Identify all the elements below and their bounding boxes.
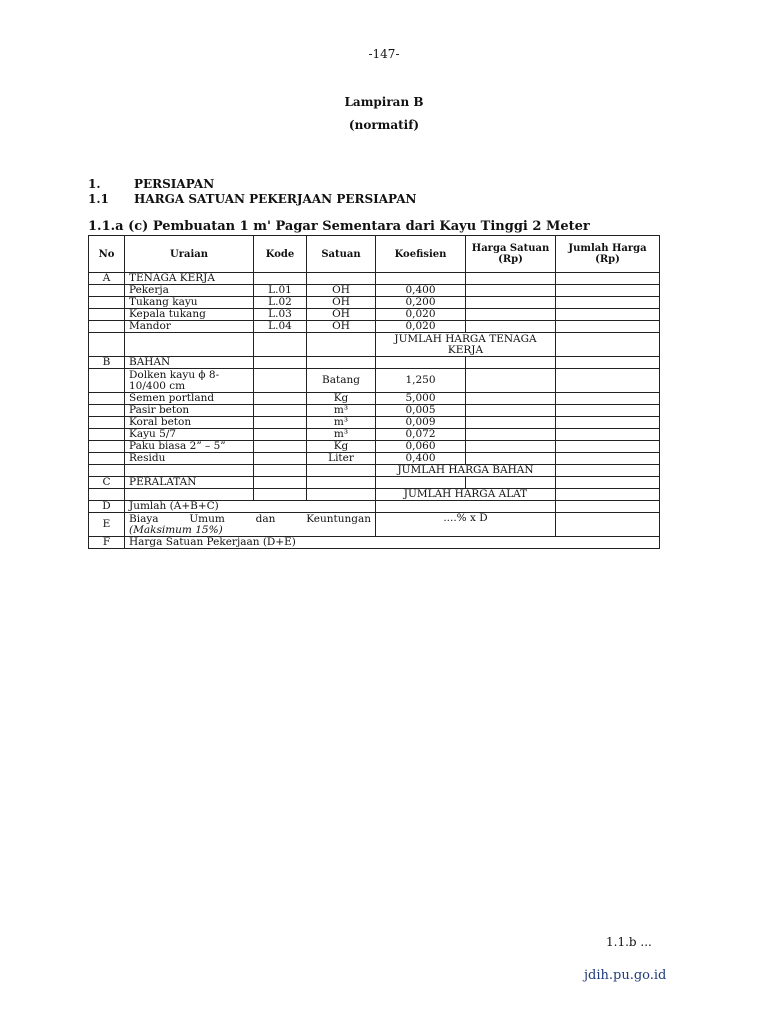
cell-satuan: Batang	[307, 369, 376, 393]
group-label: PERALATAN	[125, 477, 254, 489]
row-f	[89, 537, 660, 549]
cell-satuan: m³	[307, 429, 376, 441]
cell-uraian: Semen portland	[125, 393, 254, 405]
appendix-title: Lampiran B	[344, 95, 424, 109]
cell-uraian: Residu	[125, 453, 254, 465]
subsection-number: 1.1	[88, 192, 109, 206]
cell-satuan: m³	[307, 417, 376, 429]
cell-kode	[254, 441, 307, 453]
cell-no	[89, 429, 125, 441]
price-analysis-table	[88, 235, 660, 549]
table-row	[89, 285, 660, 297]
cell-jumlah	[556, 393, 660, 405]
cell-koefisien: 0,005	[376, 405, 466, 417]
table-row	[89, 441, 660, 453]
cell-no	[89, 285, 125, 297]
cell-satuan: Liter	[307, 453, 376, 465]
cell-koefisien: 0,020	[376, 321, 466, 333]
total-label: JUMLAH HARGA ALAT	[376, 489, 556, 501]
cell-kode: L.04	[254, 321, 307, 333]
table-row	[89, 393, 660, 405]
cell-uraian: Pasir beton	[125, 405, 254, 417]
cell-harga	[466, 405, 556, 417]
next-page-ref: 1.1.b ...	[606, 935, 652, 949]
cell-kode	[254, 405, 307, 417]
cell-harga	[466, 309, 556, 321]
cell-uraian: Kayu 5/7	[125, 429, 254, 441]
table-row	[89, 453, 660, 465]
bahan-rows	[89, 393, 660, 465]
total-label: JUMLAH HARGA BAHAN	[376, 465, 556, 477]
cell-koefisien: 0,060	[376, 441, 466, 453]
subsection-heading	[88, 192, 417, 206]
cell-kode: L.03	[254, 309, 307, 321]
section-title: PERSIAPAN	[134, 177, 215, 191]
cell-uraian: Koral beton	[125, 417, 254, 429]
header-koefisien: Koefisien	[376, 236, 466, 273]
cell-uraian: Pekerja	[125, 285, 254, 297]
appendix-subtitle: (normatif)	[348, 118, 420, 132]
table-row	[89, 309, 660, 321]
header-uraian: Uraian	[125, 236, 254, 273]
cell-jumlah	[556, 441, 660, 453]
row-label: Jumlah (A+B+C)	[125, 501, 376, 513]
cell-uraian: Tukang kayu	[125, 297, 254, 309]
total-label: JUMLAH HARGA TENAGA KERJA	[376, 333, 556, 357]
total-alat-row	[89, 489, 660, 501]
table-row	[89, 429, 660, 441]
cell-jumlah	[556, 309, 660, 321]
cell-kode	[254, 417, 307, 429]
cell-satuan: OH	[307, 297, 376, 309]
cell-koefisien: 0,072	[376, 429, 466, 441]
cell-satuan: OH	[307, 285, 376, 297]
cell-harga	[466, 393, 556, 405]
cell-kode: L.01	[254, 285, 307, 297]
group-label: TENAGA KERJA	[125, 273, 254, 285]
cell-uraian: Paku biasa 2” – 5”	[125, 441, 254, 453]
total-tenaga-row	[89, 333, 660, 357]
row-e	[89, 513, 660, 537]
table-row	[89, 321, 660, 333]
cell-no	[89, 309, 125, 321]
cell-satuan: m³	[307, 405, 376, 417]
table-header-row	[89, 236, 660, 273]
cell-koefisien: 0,400	[376, 453, 466, 465]
cell-jumlah	[556, 429, 660, 441]
group-label: BAHAN	[125, 357, 254, 369]
cell-no	[89, 321, 125, 333]
cell-uraian: Kepala tukang	[125, 309, 254, 321]
cell-koefisien: 1,250	[376, 369, 466, 393]
header-satuan: Satuan	[307, 236, 376, 273]
cell-jumlah	[556, 285, 660, 297]
row-e-words: Biaya Umum dan Keuntungan	[129, 512, 371, 525]
row-no: E	[89, 513, 125, 537]
section-number: 1.	[88, 177, 101, 191]
row-e-note: (Maksimum 15%)	[129, 523, 223, 536]
table-row	[89, 417, 660, 429]
cell-uraian: Dolken kayu ϕ 8-10/400 cm	[125, 369, 254, 393]
cell-kode	[254, 453, 307, 465]
cell-kode	[254, 429, 307, 441]
cell-jumlah	[556, 297, 660, 309]
table-row	[89, 369, 660, 393]
header-jumlah-harga: Jumlah Harga (Rp)	[556, 236, 660, 273]
website-link[interactable]: jdih.pu.go.id	[584, 968, 667, 983]
cell-koefisien: 5,000	[376, 393, 466, 405]
cell-jumlah	[556, 417, 660, 429]
group-no: A	[89, 273, 125, 285]
header-kode: Kode	[254, 236, 307, 273]
cell-no	[89, 417, 125, 429]
cell-satuan: Kg	[307, 393, 376, 405]
cell-harga	[466, 441, 556, 453]
header-no: No	[89, 236, 125, 273]
cell-jumlah	[556, 453, 660, 465]
cell-jumlah	[556, 321, 660, 333]
group-a-row	[89, 273, 660, 285]
cell-satuan: Kg	[307, 441, 376, 453]
cell-koefisien: 0,400	[376, 285, 466, 297]
tenaga-rows	[89, 285, 660, 333]
cell-harga	[466, 429, 556, 441]
group-c-row	[89, 477, 660, 489]
cell-koefisien: 0,020	[376, 309, 466, 321]
cell-harga	[466, 297, 556, 309]
table-row	[89, 297, 660, 309]
cell-kode: L.02	[254, 297, 307, 309]
total-bahan-row	[89, 465, 660, 477]
cell-kode	[254, 393, 307, 405]
cell-satuan: OH	[307, 321, 376, 333]
cell-koefisien: 0,009	[376, 417, 466, 429]
table-row	[89, 405, 660, 417]
row-label	[125, 513, 376, 537]
row-no: D	[89, 501, 125, 513]
subsection-title: HARGA SATUAN PEKERJAAN PERSIAPAN	[134, 192, 417, 206]
cell-no	[89, 393, 125, 405]
cell-harga	[466, 417, 556, 429]
group-no: C	[89, 477, 125, 489]
cell-no	[89, 297, 125, 309]
cell-harga	[466, 453, 556, 465]
row-no: F	[89, 537, 125, 549]
cell-no	[89, 441, 125, 453]
group-b-row	[89, 357, 660, 369]
cell-no	[89, 405, 125, 417]
page-number: -147-	[368, 47, 400, 61]
item-title: 1.1.a (c) Pembuatan 1 m' Pagar Sementara dari Kayu Tinggi 2 Meter	[88, 219, 590, 234]
row-formula: ....% x D	[376, 513, 556, 537]
row-label: Harga Satuan Pekerjaan (D+E)	[125, 537, 660, 549]
cell-no	[89, 453, 125, 465]
cell-harga	[466, 285, 556, 297]
cell-uraian: Mandor	[125, 321, 254, 333]
cell-satuan: OH	[307, 309, 376, 321]
row-d	[89, 501, 660, 513]
cell-jumlah	[556, 405, 660, 417]
section-heading	[88, 177, 214, 191]
header-harga-satuan: Harga Satuan (Rp)	[466, 236, 556, 273]
cell-koefisien: 0,200	[376, 297, 466, 309]
cell-harga	[466, 321, 556, 333]
group-no: B	[89, 357, 125, 369]
